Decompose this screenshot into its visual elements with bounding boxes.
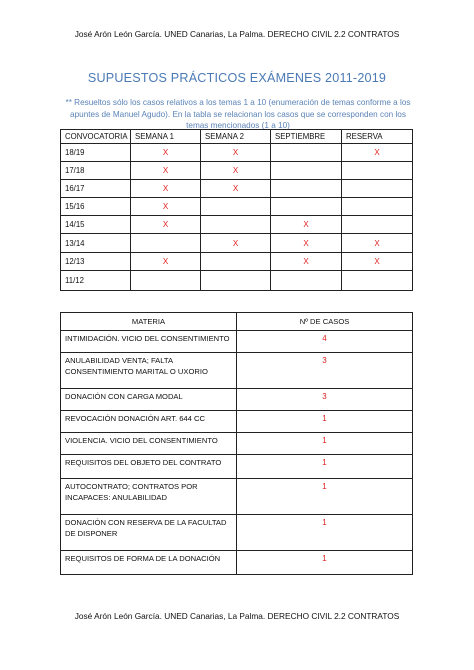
table-row xyxy=(61,162,413,180)
case-count-cell: 1 xyxy=(237,551,413,575)
exam-mark-cell xyxy=(201,198,271,216)
convocatoria-cell: 12/13 xyxy=(61,252,131,270)
table-row xyxy=(61,198,413,216)
exam-mark-cell xyxy=(342,198,413,216)
table-row xyxy=(61,515,413,551)
convocatoria-cell: 14/15 xyxy=(61,216,131,234)
case-count-cell: 3 xyxy=(237,353,413,389)
convocatoria-cell: 18/19 xyxy=(61,144,131,162)
column-header: SEPTIEMBRE xyxy=(271,130,342,144)
column-header: CONVOCATORIA xyxy=(61,130,131,144)
case-count-cell: 1 xyxy=(237,433,413,455)
convocatoria-cell: 16/17 xyxy=(61,180,131,198)
materia-cell: REQUISITOS DE FORMA DE LA DONACIÓN xyxy=(61,551,237,575)
table-row xyxy=(61,216,413,234)
convocatoria-cell: 11/12 xyxy=(61,270,131,290)
exam-mark-cell: X xyxy=(201,234,271,252)
exam-mark-cell xyxy=(271,144,342,162)
case-count-cell: 1 xyxy=(237,479,413,515)
materia-cell: VIOLENCIA. VICIO DEL CONSENTIMIENTO xyxy=(61,433,237,455)
exam-mark-cell: X xyxy=(271,234,342,252)
exam-mark-cell xyxy=(201,252,271,270)
table-row xyxy=(61,411,413,433)
exam-mark-cell xyxy=(342,216,413,234)
materias-header-row xyxy=(61,313,413,331)
table-row xyxy=(61,389,413,411)
table-row xyxy=(61,455,413,479)
column-header: SEMANA 1 xyxy=(131,130,201,144)
exam-mark-cell xyxy=(131,234,201,252)
convocatorias-table xyxy=(60,129,413,291)
table-row xyxy=(61,551,413,575)
materias-table xyxy=(60,312,413,575)
exam-mark-cell: X xyxy=(131,180,201,198)
convocatoria-cell: 13/14 xyxy=(61,234,131,252)
exam-mark-cell: X xyxy=(201,144,271,162)
convocatorias-header-row xyxy=(61,130,413,144)
exam-mark-cell: X xyxy=(201,162,271,180)
exam-mark-cell xyxy=(342,270,413,290)
column-header: MATERIA xyxy=(61,313,237,331)
case-count-cell: 1 xyxy=(237,515,413,551)
exam-mark-cell: X xyxy=(271,216,342,234)
exam-mark-cell: X xyxy=(271,252,342,270)
exam-mark-cell: X xyxy=(342,234,413,252)
exam-mark-cell: X xyxy=(342,144,413,162)
materia-cell: REQUISITOS DEL OBJETO DEL CONTRATO xyxy=(61,455,237,479)
case-count-cell: 1 xyxy=(237,411,413,433)
table-row xyxy=(61,180,413,198)
materia-cell: ANULABILIDAD VENTA; FALTA CONSENTIMIENTO MARITAL O UXORIO xyxy=(61,353,237,389)
exam-mark-cell: X xyxy=(131,162,201,180)
exam-mark-cell xyxy=(131,270,201,290)
table-row xyxy=(61,252,413,270)
table-row xyxy=(61,331,413,353)
exam-mark-cell: X xyxy=(131,198,201,216)
exam-mark-cell: X xyxy=(131,252,201,270)
document-title: SUPUESTOS PRÁCTICOS EXÁMENES 2011-2019 xyxy=(87,71,387,85)
exam-mark-cell xyxy=(201,270,271,290)
exam-mark-cell xyxy=(342,180,413,198)
materia-cell: DONACIÓN CON RESERVA DE LA FACULTAD DE DISPONER xyxy=(61,515,237,551)
exam-mark-cell: X xyxy=(131,144,201,162)
page-header: José Arón León García. UNED Canarias, La Palma. DERECHO CIVIL 2.2 CONTRATOS xyxy=(74,29,400,39)
exam-mark-cell xyxy=(271,162,342,180)
column-header: Nº DE CASOS xyxy=(237,313,413,331)
exam-mark-cell xyxy=(271,198,342,216)
materia-cell: AUTOCONTRATO; CONTRATOS POR INCAPACES: ANULABILIDAD xyxy=(61,479,237,515)
table-row xyxy=(61,353,413,389)
convocatoria-cell: 17/18 xyxy=(61,162,131,180)
column-header: SEMANA 2 xyxy=(201,130,271,144)
exam-mark-cell xyxy=(342,162,413,180)
exam-mark-cell xyxy=(271,180,342,198)
table-row xyxy=(61,433,413,455)
materia-cell: REVOCACIÓN DONACIÓN ART. 644 CC xyxy=(61,411,237,433)
case-count-cell: 3 xyxy=(237,389,413,411)
convocatoria-cell: 15/16 xyxy=(61,198,131,216)
page-footer: José Arón León García. UNED Canarias, La Palma. DERECHO CIVIL 2.2 CONTRATOS xyxy=(74,611,400,621)
materia-cell: DONACIÓN CON CARGA MODAL xyxy=(61,389,237,411)
exam-mark-cell xyxy=(271,270,342,290)
table-row xyxy=(61,144,413,162)
scope-note: ** Resueltos sólo los casos relativos a los temas 1 a 10 (enumeración de temas conforme a los apuntes de Manuel Agudo). En la tabla se relacionan los casos que se corresponden con los temas mencionados (1 a 10) xyxy=(65,98,411,131)
case-count-cell: 4 xyxy=(237,331,413,353)
table-row xyxy=(61,270,413,290)
case-count-cell: 1 xyxy=(237,455,413,479)
exam-mark-cell: X xyxy=(131,216,201,234)
exam-mark-cell: X xyxy=(342,252,413,270)
table-row xyxy=(61,234,413,252)
exam-mark-cell: X xyxy=(201,180,271,198)
column-header: RESERVA xyxy=(342,130,413,144)
table-row xyxy=(61,479,413,515)
materia-cell: INTIMIDACIÓN. VICIO DEL CONSENTIMIENTO xyxy=(61,331,237,353)
exam-mark-cell xyxy=(201,216,271,234)
